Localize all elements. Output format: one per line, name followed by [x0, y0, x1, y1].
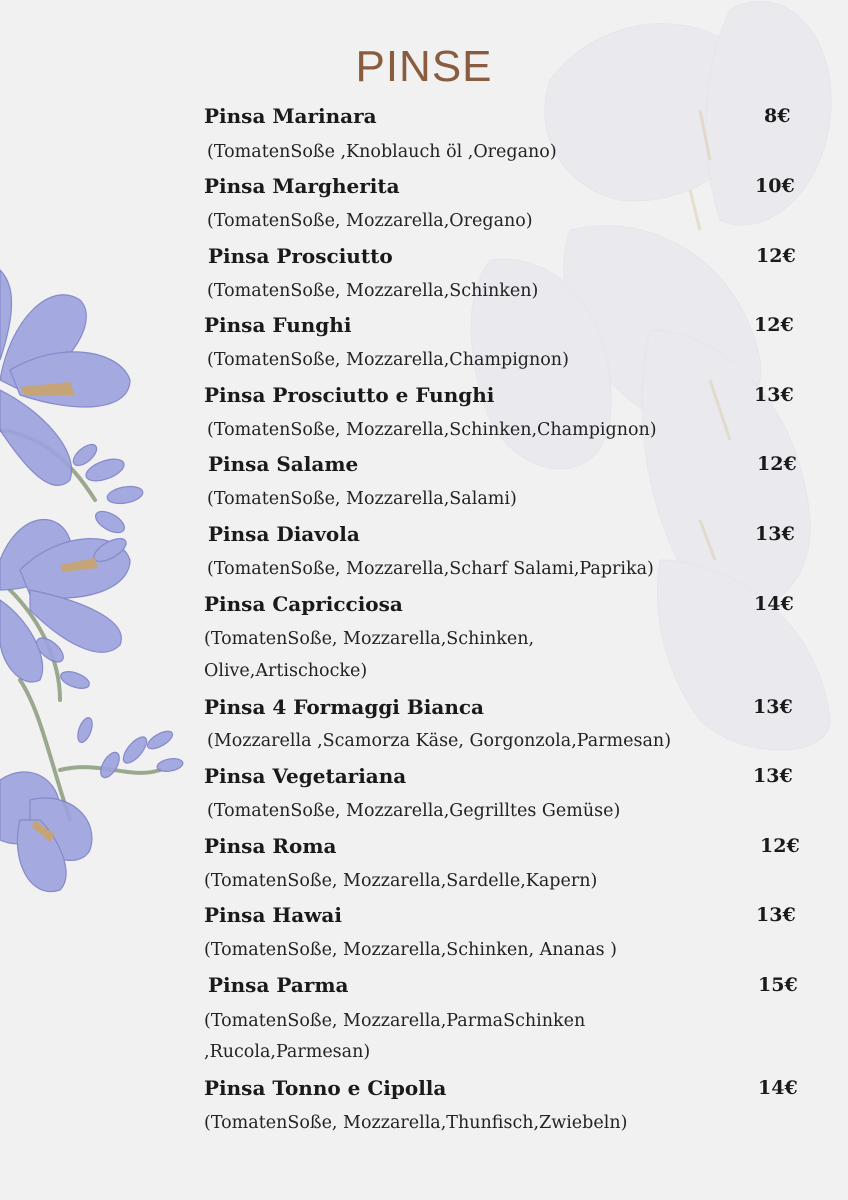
- menu-item-name: Pinsa Salame: [208, 452, 359, 476]
- menu-item-name: Pinsa Capricciosa: [204, 592, 403, 616]
- menu-item-description: (TomatenSoße, Mozzarella,Schinken,Champignon): [207, 420, 657, 440]
- menu-item-description: (TomatenSoße ,Knoblauch öl ,Oregano): [207, 142, 557, 162]
- menu-item-description: Olive,Artischocke): [204, 661, 368, 681]
- menu-item-price: 15€: [758, 974, 798, 996]
- menu-item-name: Pinsa Vegetariana: [204, 764, 407, 788]
- menu-item-price: 13€: [755, 523, 795, 545]
- menu-item-name: Pinsa Funghi: [204, 313, 352, 337]
- menu-item-price: 14€: [758, 1077, 798, 1099]
- menu-item-price: 13€: [753, 765, 793, 787]
- menu-item-name: Pinsa Diavola: [208, 522, 360, 546]
- menu-item-price: 14€: [754, 593, 794, 615]
- menu-item-description: (Mozzarella ,Scamorza Käse, Gorgonzola,Parmesan): [207, 731, 672, 751]
- menu-item-name: Pinsa Prosciutto e Funghi: [204, 383, 495, 407]
- menu-item-name: Pinsa Marinara: [204, 104, 377, 128]
- menu-item-price: 12€: [756, 245, 796, 267]
- menu-item-description: (TomatenSoße, Mozzarella,Thunfisch,Zwiebeln): [204, 1113, 628, 1133]
- menu-item-description: (TomatenSoße, Mozzarella,Oregano): [207, 211, 533, 231]
- menu-item-price: 12€: [760, 835, 800, 857]
- menu-item-price: 13€: [754, 384, 794, 406]
- menu-item-name: Pinsa 4 Formaggi Bianca: [204, 695, 485, 719]
- menu-item-name: Pinsa Roma: [204, 834, 337, 858]
- menu-item-price: 13€: [753, 696, 793, 718]
- menu-item-name: Pinsa Hawai: [204, 903, 342, 927]
- menu-item-description: (TomatenSoße, Mozzarella,Gegrilltes Gemüse): [207, 801, 621, 821]
- menu-item-price: 12€: [757, 453, 797, 475]
- menu-item-name: Pinsa Parma: [208, 973, 349, 997]
- menu-item-name: Pinsa Prosciutto: [208, 244, 393, 268]
- menu-item-price: 10€: [755, 175, 795, 197]
- menu-item-description: (TomatenSoße, Mozzarella,Salami): [207, 489, 517, 509]
- menu-item-description: (TomatenSoße, Mozzarella,Schinken): [207, 281, 539, 301]
- menu-item-description: (TomatenSoße, Mozzarella,Scharf Salami,Paprika): [207, 559, 654, 579]
- menu-item-price: 12€: [754, 314, 794, 336]
- menu-title: PINSE: [355, 42, 493, 91]
- menu-item-description: (TomatenSoße, Mozzarella,Schinken,: [204, 629, 535, 649]
- menu-item-description: ,Rucola,Parmesan): [204, 1042, 371, 1062]
- menu-item-price: 8€: [764, 105, 791, 127]
- menu-item-name: Pinsa Tonno e Cipolla: [204, 1076, 447, 1100]
- menu-item-price: 13€: [756, 904, 796, 926]
- menu-item-description: (TomatenSoße, Mozzarella,Champignon): [207, 350, 569, 370]
- menu-item-description: (TomatenSoße, Mozzarella,Sardelle,Kapern): [204, 871, 598, 891]
- menu-item-description: (TomatenSoße, Mozzarella,ParmaSchinken: [204, 1011, 586, 1031]
- menu-item-description: (TomatenSoße, Mozzarella,Schinken, Ananas ): [204, 940, 618, 960]
- menu-item-name: Pinsa Margherita: [204, 174, 400, 198]
